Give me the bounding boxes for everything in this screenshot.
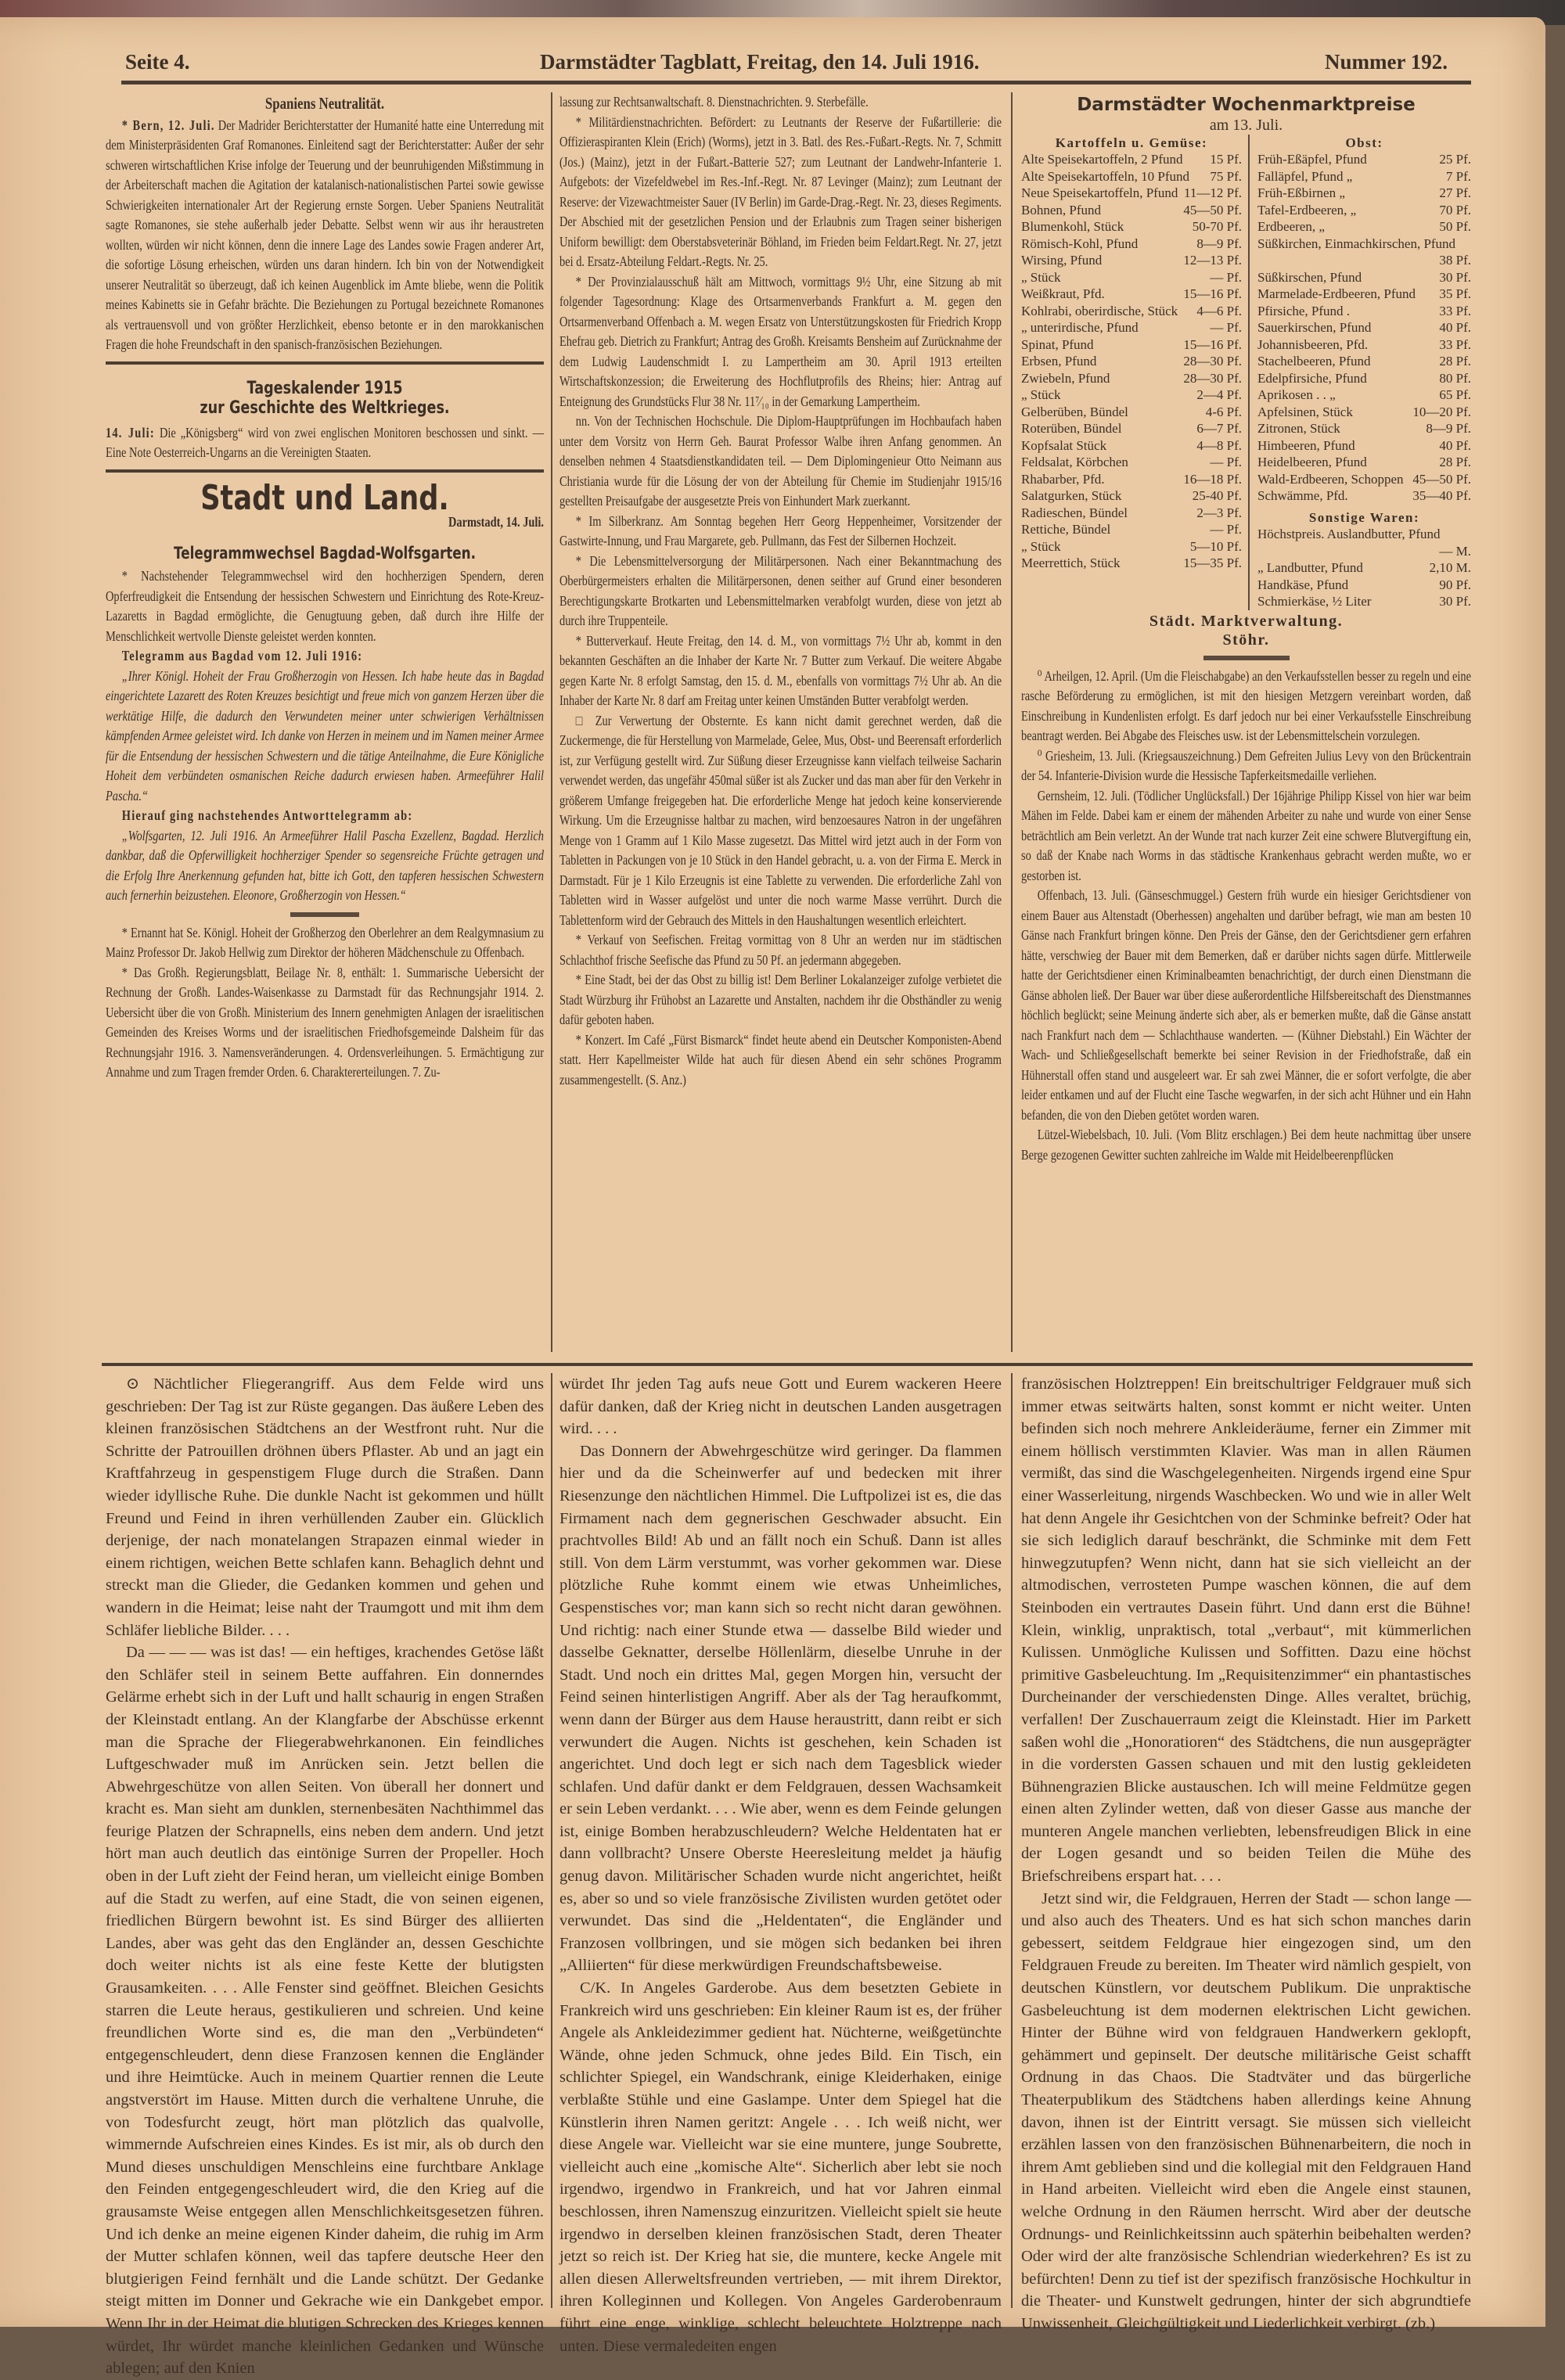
section-title: Stadt und Land. <box>200 477 449 518</box>
item-name: Falläpfel, Pfund „ <box>1257 168 1353 184</box>
article-body: „Ihrer Königl. Hoheit der Frau Großherzogin von Hessen. Ich habe heute das in Bagdad eingerichtete Lazarett des Roten Kreuzes besichtigt und freue mich von ganzem Herzen über die werktätige Hilfe, die dadurch den Verwundeten meiner unter schwierigen Verhältnissen kämpfenden Armee geleistet wird. Ich danke von Herzen in meinem und im Namen meiner Armee für die Entsendung der hessischen Schwestern und die tätige Anteilnahme, die Eure Königliche Hoheit dem verbündeten osmanischen Reiche dadurch erwiesen haben. Armeeführer Halil Pascha.“ <box>106 667 545 804</box>
column-text <box>559 92 1002 1090</box>
price-row <box>1021 353 1242 370</box>
item-name: Höchstpreis. Auslandbutter, Pfund <box>1257 527 1441 541</box>
article-body: ⁰ Arheilgen, 12. April. (Um die Fleischabgabe) an den Verkaufsstellen besser zu regeln und eine rasche Beförderung zu ermöglichen, ist mit den hiesigen Metzgern vereinbart worden, daß Einschreibung in Kundenlisten erfolgt. Es darf jedoch nur bei einer Verkaufsstelle Einschreibung beantragt werden. Bei Abgabe des Fleisches usw. ist der Lebensmittelschein vorzulegen. <box>1021 667 1471 743</box>
price-row <box>1021 286 1242 303</box>
item-name: Erbsen, Pfund <box>1021 354 1097 369</box>
article-body: * Nachstehender Telegrammwechsel wird den hochherzigen Spendern, deren Opferfreudigkeit die Entsendung der hessischen Schwestern und Einrichtung des Rote-Kreuz-Lazaretts in Bagdad ermöglichte, die Genugtuung geben, daß durch ihre Hilfe der Menschlichkeit wertvolle Dienste geleistet werden konnten. <box>106 568 545 644</box>
article-body: * Die Lebensmittelversorgung der Militärpersonen. Nach einer Bekanntmachung des Oberbürgermeisters erhalten die Militärpersonen, denen seither auf Grund einer besonderen Berechtigungskarte Brotkarten und Lebensmittelmarken verabfolgt wurden, diese von jetzt ab durch ihre Truppenteile. <box>559 552 1002 628</box>
item-name: Schmierkäse, ½ Liter <box>1257 594 1372 609</box>
item-name: Salatgurken, Stück <box>1021 488 1122 503</box>
article-heading: Telegrammwechsel Bagdad-Wolfsgarten. <box>174 543 476 563</box>
item-name: Alte Speisekartoffeln, 10 Pfund <box>1021 168 1189 184</box>
item-price: — Pf. <box>1210 455 1242 469</box>
masthead-date: Darmstädter Tagblatt, Freitag, den 14. Juli 1916. <box>540 50 980 74</box>
item-name: Rettiche, Bündel <box>1021 522 1111 537</box>
price-row <box>1257 593 1471 610</box>
lower-column-2 <box>559 1373 1002 2355</box>
market-signature: Städt. Marktverwaltung. <box>1149 612 1344 630</box>
item-name: Kohlrabi, oberirdische, Stück <box>1021 303 1178 318</box>
price-row <box>1257 526 1471 559</box>
article-body: Hierauf ging nachstehendes Antworttelegramm ab: <box>121 807 413 823</box>
item-name: Rhabarber, Pfd. <box>1021 471 1105 487</box>
header-rule <box>121 81 1471 84</box>
item-price: 70 Pf. <box>1439 202 1471 218</box>
item-price: 65 Pf. <box>1439 387 1471 402</box>
market-price-table <box>1021 135 1471 610</box>
price-row <box>1021 437 1242 455</box>
item-price: 80 Pf. <box>1439 370 1471 386</box>
item-price: 30 Pf. <box>1439 594 1471 609</box>
item-price: 16—18 Pf. <box>1183 471 1242 487</box>
item-name: Handkäse, Pfund <box>1257 577 1349 592</box>
article-body: würdet Ihr jeden Tag aufs neue Gott und Eurem wackeren Heere dafür danken, daß der Krieg nicht in deutschen Landen ausgetragen wird. . . . <box>559 1375 1002 1438</box>
item-price: 40 Pf. <box>1439 437 1471 453</box>
section-rule <box>102 1363 1473 1366</box>
price-row <box>1257 370 1471 387</box>
item-price: 45—50 Pf. <box>1183 202 1242 218</box>
divider <box>106 361 544 365</box>
item-name: Zwiebeln, Pfund <box>1021 370 1110 386</box>
item-name: Kopfsalat Stück <box>1021 437 1107 453</box>
item-name: Wald-Erdbeeren, Schoppen <box>1257 471 1404 487</box>
item-name: Pfirsiche, Pfund . <box>1257 303 1351 318</box>
price-row <box>1257 202 1471 219</box>
divider <box>290 912 359 917</box>
market-date: am 13. Juli. <box>1209 116 1283 134</box>
article-body: * Bern, 12. Juli. Der Madrider Berichterstatter der Humanité hatte eine Unterredung mit dem Ministerpräsidenten Graf Romanones. Einleitend sagt der Berichterstatter: Außer der sehr schweren wirtschaftlichen Krise infolge der Teuerung und der beunruhigenden Mißstimmung in der Arbeiterschaft machen die Agitation der katalanisch-nationalistischen Partei sowie gewisse Schwierigkeiten internationaler Art der Regierung ernste Sorgen. Ueber Spaniens Neutralität sagte Romanones, sie stehe außerhalb jeder Debatte. Selbst wenn wir aus ihr heraustreten wollten, würden wir nicht können, denn die innere Lage des Landes sowie Fragen anderer Art, die sofortige Lösung erheischen, würden uns daran hindern. Ich bin von der Notwendigkeit unserer Neutralität so überzeugt, daß ich keinen Augenblick im Amte bliebe, wenn die Politik meines Kabinetts sie in Gefahr brächte. Die Beziehungen zu Portugal bezeichnete Romanones als vertrauensvoll und von größter Herzlichkeit, ebenso betonte er in den marokkanischen Fragen die hohe Freundschaft in den spanisch-französischen Beziehungen. <box>106 117 545 352</box>
price-row <box>1257 437 1471 455</box>
item-price: 35 Pf. <box>1439 286 1471 301</box>
price-row <box>1257 286 1471 303</box>
item-name: Sauerkirschen, Pfund <box>1257 320 1372 335</box>
item-price: 12—13 Pf. <box>1183 253 1242 268</box>
item-name: Blumenkohl, Stück <box>1021 219 1124 234</box>
item-price: 2,10 M. <box>1429 560 1471 575</box>
item-price: 30 Pf. <box>1439 269 1471 285</box>
item-price: 5—10 Pf. <box>1189 538 1242 554</box>
article-body: * Verkauf von Seefischen. Freitag vormittag von 8 Uhr an werden nur im städtischen Schlachthof frische Seefische das Pfund zu 50 Pf. an jedermann abgegeben. <box>559 932 1002 968</box>
price-row <box>1021 269 1242 286</box>
item-price: 35—40 Pf. <box>1412 488 1471 503</box>
item-price: 28—30 Pf. <box>1183 354 1242 369</box>
price-row <box>1021 420 1242 437</box>
price-row <box>1021 218 1242 235</box>
price-row <box>1257 404 1471 421</box>
item-name: Marmelade-Erdbeeren, Pfund <box>1257 286 1416 301</box>
item-price: 10—20 Pf. <box>1412 404 1471 419</box>
item-name: Feldsalat, Körbchen <box>1021 455 1128 469</box>
item-price: 25 Pf. <box>1439 152 1471 167</box>
price-row <box>1257 235 1471 269</box>
lower-column-3 <box>1021 1373 1471 2332</box>
article-body: Gernsheim, 12. Juli. (Tödlicher Unglücksfall.) Der 16jährige Philipp Kissel von hier war beim Mähen im Felde. Dabei kam er einem der mähenden Arbeiter zu nahe und wurde von einer Sense beträchtlich am Bein verletzt. An der Wunde trat nach kurzer Zeit eine schwere Blutvergiftung ein, so daß der Knabe nach Worms in das städtische Krankenhaus gebracht werden mußte, wo er gestorben ist. <box>1021 787 1471 883</box>
vegetable-heading: Kartoffeln u. Gemüse: <box>1055 135 1208 150</box>
item-name: Früh-Eßbirnen „ <box>1257 185 1345 200</box>
item-price: 2—4 Pf. <box>1196 387 1242 402</box>
price-row <box>1257 559 1471 577</box>
article-body: * Butterverkauf. Heute Freitag, den 14. d. M., von vormittags 7½ Uhr ab, kommt in den bekannten Geschäften an die Inhaber der Karte Nr. 7 Butter zum Verkauf. Die weitere Abgabe gegen Karte Nr. 8 erfolgt Samstag, den 15. d. M., ebenfalls von vormittags 7½ Uhr ab. An die Inhaber der Karte Nr. 8 darf am Freitag unter keinen Umständen Butter verabfolgt werden. <box>559 632 1002 708</box>
item-price: 4—8 Pf. <box>1196 437 1242 453</box>
article-body: nn. Von der Technischen Hochschule. Die Diplom-Hauptprüfungen im Hochbaufach haben unter dem Vorsitz von Herrn Geh. Baurat Professor Walbe ihren Anfang genommen. An denselben nehmen 4 Staatsdienstkandidaten teil. — Dem Diplomingenieur Otto Neimann aus Christiania wurde für die Lösung der von der Abteilung für Chemie im Studienjahr 1915/16 gestellten Preisaufgabe der ausgesetzte Preis von Einhundert Mark zuerkannt. <box>559 413 1002 509</box>
article-body: Jetzt sind wir, die Feldgrauen, Herren der Stadt — schon lange — und also auch des Theaters. Und es hat sich schon manches darin gebessert, seitdem Feldgraue hier eingezogen sind, um den Feldgrauen Freude zu bereiten. Im Theater wird nämlich gespielt, von deutschen Künstlern, vor deutschem Publikum. Die unpraktische Gasbeleuchtung ist dem modernen elektrischen Licht gewichen. Hinter der Bühne wird von feldgrauen Handwerkern geklopft, gehämmert und gepinselt. Der deutsche militärische Geist schafft Ordnung in das Chaos. Die Stadtväter und das bürgerliche Theaterpublikum des Städtchens haben allerdings keine Ahnung davon, ihnen ist der Eintritt versagt. Sie müssen sich vielleicht erzählen lassen von den französischen Bühnenarbeitern, die noch in ihrem Amt geblieben sind und die kollegial mit den Feldgrauen Hand in Hand arbeiten. Vielleicht wird eben die Angele einst staunen, welche Ordnung in den Räumen herrscht. Wird aber der deutsche Ordnungs- und Reinlichkeitssinn auch späterhin beibehalten werden? Oder wird der alte französische Schlendrian wiederkehren? Es ist zu befürchten! Denn zu tief ist der spezifisch französische Hochkultur in die Theater- und Kunstwelt gedrungen, hinter der sich abgrundtiefe Unwissenheit, Gleichgültigkeit und Liederlichkeit verbirgt. (zb.) <box>1021 1889 1471 2332</box>
price-row <box>1021 505 1242 522</box>
item-name: Erdbeeren, „ <box>1257 219 1325 234</box>
price-row <box>1021 386 1242 404</box>
price-row <box>1257 151 1471 168</box>
price-row <box>1257 353 1471 370</box>
item-price: 90 Pf. <box>1439 577 1471 592</box>
item-price: 8—9 Pf. <box>1426 421 1471 436</box>
price-row <box>1021 151 1242 168</box>
item-name: Radieschen, Bündel <box>1021 505 1128 520</box>
article-body: Da — — — was ist das! — ein heftiges, krachendes Getöse läßt den Schläfer steil in seinem Bette auffahren. Ein donnerndes Gelärme erhebt sich in der Luft und hallt schaurig in engen Straßen der Kleinstadt entlang. An der Klangfarbe der Abschüsse erkennt man die Sprache der Fliegerabwehrkanonen. Ein feindliches Luftgeschwader muß im Anrücken sein. Jetzt bellen die Abwehrgeschütze von allen Seiten. Von überall her donnert und kracht es. Man sieht am dunklen, sternenbesäten Nachthimmel das feurige Platzen der Schrapnells, eins neben dem andern. Und jetzt hört man auch deutlich das eintönige Surren der Propeller. Hoch oben in der Luft zieht der Feind heran, um vielleicht einige Bomben auf die Stadt zu werfen, auf eine Stadt, die von seinen eigenen, friedlichen Bürgern bewohnt ist. Es sind Bürger des alliierten Landes, aber was geht das den Engländer an, dessen Geschichte doch weiter nichts ist als eine feste Kette der blutigsten Grausamkeiten. . . . Alle Fenster sind geöffnet. Bleichen Gesichts starren die Leute heraus, gestikulieren und schreien. Und keine freundlichen Worte sind es, die man den „Verbündeten“ entgegenschleudert, denn diese Franzosen kennen die Engländer und ihre Heimtücke. Auch in meinem Quartier rennen die Leute angstverstört im Hause. Mitten durch die verhaltene Unruhe, die von Todesfurcht zeugt, hört man plötzlich das qualvolle, wimmernde Aufschreien eines Kindes. Es ist mir, als ob durch den Mund dieses unschuldigen Menschleins eine furchtbare Anklage den Feinden entgegengeschleudert wird, die den Krieg auf die grausamste Weise entgegen allen Menschlichkeitsgesetzen führen. Und ich denke an meine eigenen Kinder daheim, die ruhig im Arm der Mutter schlafen können, weil das tapfere deutsche Heer den blutgierigen Feind fernhält und die Lande schützt. Der Gedanke steigt mitten im Donner und Gekrache wie ein Dankgebet empor. Wenn Ihr in der Heimat die blutigen Schrecken des Krieges kennen würdet, Ihr würdet manche kleinlichen Gedanken und Wünsche ablegen; auf den Knien <box>106 1644 544 2378</box>
price-row <box>1021 168 1242 185</box>
price-row <box>1257 269 1471 286</box>
item-name: Tafel-Erdbeeren, „ <box>1257 202 1357 218</box>
price-row <box>1257 454 1471 471</box>
price-row <box>1257 185 1471 202</box>
article-body: * Im Silberkranz. Am Sonntag begehen Herr Georg Heppenheimer, Vorsitzender der Gastwirte-Innung, und Frau Margarete, geb. Pullmann, das Fest der Silbernen Hochzeit. <box>559 512 1002 548</box>
item-name: Stachelbeeren, Pfund <box>1257 354 1371 369</box>
other-goods-heading: Sonstige Waren: <box>1308 509 1420 525</box>
item-name: Heidelbeeren, Pfund <box>1257 455 1367 469</box>
item-price: 15—16 Pf. <box>1183 336 1242 352</box>
item-name: Süßkirchen, Einmachkirschen, Pfund <box>1257 235 1456 251</box>
vegetable-prices <box>1021 135 1250 610</box>
item-price: 40 Pf. <box>1439 320 1471 335</box>
article-body: Telegramm aus Bagdad vom 12. Juli 1916: <box>121 648 363 663</box>
column-divider <box>551 1373 552 2308</box>
item-price: 75 Pf. <box>1210 168 1242 184</box>
item-name: Süßkirschen, Pfund <box>1257 269 1362 285</box>
article-body: lassung zur Rechtsanwaltschaft. 8. Dienstnachrichten. 9. Sterbefälle. <box>559 94 869 110</box>
item-name: Zitronen, Stück <box>1257 421 1340 436</box>
price-row <box>1021 538 1242 555</box>
upper-column-1 <box>106 92 544 1356</box>
item-price: 50-70 Pf. <box>1192 219 1242 234</box>
lower-column-1 <box>106 1373 544 2378</box>
item-price: — M. <box>1439 543 1471 559</box>
column-text <box>1021 667 1471 1166</box>
item-name: Neue Speisekartoffeln, Pfund <box>1021 185 1178 200</box>
price-row <box>1257 218 1471 235</box>
item-price: 28 Pf. <box>1439 354 1471 369</box>
price-row <box>1021 235 1242 253</box>
item-name: Alte Speisekartoffeln, 2 Pfund <box>1021 152 1183 167</box>
fruit-heading: Obst: <box>1345 135 1383 150</box>
market-title: Darmstädter Wochenmarktpreise <box>1077 95 1416 115</box>
dateline: Darmstadt, 14. Juli. <box>448 514 544 530</box>
item-price: 8—9 Pf. <box>1196 235 1242 251</box>
price-row <box>1257 487 1471 505</box>
item-name: „ Stück <box>1021 387 1061 402</box>
item-name: „ Stück <box>1021 269 1061 285</box>
article-body: * Das Großh. Regierungsblatt, Beilage Nr. 8, enthält: 1. Summarische Uebersicht der Rechnung der Großh. Landes-Waisenkasse zu Darmstadt für das Rechnungsjahr 1914. 2. Uebersicht über die von Großh. Ministerium des Innern genehmigten Anlagen der israelitischen Gemeinden des Kreises Worms und der israelitischen Friedhofsgemeinde Dalsheim für das Rechnungsjahr 1916. 3. Namensveränderungen. 4. Ordensverleihungen. 5. Ermächtigung zur Annahme und zum Tragen fremder Orden. 6. Charaktererteilungen. 7. Zu- <box>106 964 545 1080</box>
price-row <box>1257 303 1471 320</box>
item-price: 28—30 Pf. <box>1183 370 1242 386</box>
price-row <box>1021 202 1242 219</box>
price-row <box>1257 386 1471 404</box>
item-name: Gelberüben, Bündel <box>1021 404 1128 419</box>
article-body: französischen Holztreppen! Ein breitschultriger Feldgrauer muß sich immer etwas seitwärts halten, sonst kommt er nicht weiter. Unten befinden sich noch mehrere Ankleideräume, ferner ein Zimmer mit einem höllisch verstimmten Klavier. Was man in allen Räumen vermißt, das sind die Waschgelegenheiten. Nirgends irgend eine Spur einer Wasserleitung, nirgends Waschbecken. Wo und wie in aller Welt hat denn Angele ihr Gesichtchen von der Schminke befreit? Oder hat sie sich lediglich darauf beschränkt, die Schminke mit dem Fett hinwegzutupfen? Wenn nicht, dann hat sie sich vielleicht an der altmodischen, verrosteten Pumpe waschen können, die auf dem Steinboden ein vertrautes Dasein führt. Und dann erst die Bühne! Klein, winklig, unpraktisch, total „verbaut“, mit kümmerlichen Kulissen. Unmögliche Kulissen und Soffitten. Dazu eine höchst primitive Gasbeleuchtung. Im „Requisitenzimmer“ ein phantastisches Durcheinander der verschiedensten Dinge. Alles veraltet, brüchig, verfallen! Der Zuschauerraum zeigt die Kleinstadt. Hier im Parkett saßen wohl die „Honoratioren“ des Städtchens, die nun ausgeprägter in die vordersten Gassen schauen und mit den lustig gekleideten Bühnengrazien Blicke austauschen. Ich will meine Feldmütze gegen einen alten Zylinder wetten, daß von dieser Gasse aus manche der munteren Angele manchen verliebten, lebensfreudigen Blick in eine der Logen gesandt und so beiden Teilen die Mühe des Briefschreibens erspart hat. . . . <box>1021 1375 1471 1886</box>
article-body: Lützel-Wiebelsbach, 10. Juli. (Vom Blitz erschlagen.) Bei dem heute nachmittag über unsere Berge gezogenen Gewitter suchten zahlreiche im Walde mit Heidelbeerenpflücken <box>1021 1127 1471 1163</box>
divider <box>106 469 544 473</box>
item-price: 28 Pf. <box>1439 455 1471 469</box>
item-price: 50 Pf. <box>1439 219 1471 234</box>
price-row <box>1021 521 1242 538</box>
upper-column-3 <box>1021 92 1471 1356</box>
article-body: * Militärdienstnachrichten. Befördert: zu Leutnants der Reserve der Fußartillerie: die Offizieraspiranten Klein (Erich) (Worms), jetzt in 3. Batl. des Res.-Fußart.-Regts. Nr. 7, Schmitt (Jos.) (Mainz), jetzt in der Fußart.-Batterie 527; zum Leutnant der Landwehr-Infanterie 1. Aufgebots: der Vizefeldwebel im Res.-Inf.-Regt. Nr. 87 Levinger (Mainz); zum Leutnant der Reserve: der Vizewachtmeister Sauer (IV Berlin) im Garde-Drag.-Regt. Nr. 23, dieses Regiments. Der Abschied mit der gesetzlichen Pension und der Erlaubnis zum Tragen seiner bisherigen Uniform bewilligt: dem Oberstabsveterinär Böhland, im Frieden beim Feldart.Regt. Nr. 27, jetzt bei d. Ersatz-Abteilung Feldart.-Regts. Nr. 25. <box>559 113 1002 269</box>
price-row <box>1257 319 1471 336</box>
item-price: 45—50 Pf. <box>1412 471 1471 487</box>
item-price: 2—3 Pf. <box>1196 505 1242 520</box>
item-name: Roterüben, Bündel <box>1021 421 1122 436</box>
price-row <box>1257 471 1471 488</box>
article-body: Das Donnern der Abwehrgeschütze wird geringer. Da flammen hier und da die Scheinwerfer auf und bedecken mit ihrer Riesenzunge den nächtlichen Himmel. Die Luftpolizei ist es, die das Firmament nach dem gegnerischen Geschwader absucht. Ein prachtvolles Bild! Ab und an fällt noch ein Schuß. Dann ist alles still. Von dem Lärm verstummt, was vorher gekommen war. Diese plötzliche Ruhe kommt einem wie etwas Unheimliches, Gespenstisches vor; man kann sich so recht nicht daran gewöhnen. Und richtig: nach einer Stunde etwa — dasselbe Bild wieder und dasselbe Geknatter, derselbe Höllenlärm, dieselbe Unruhe in der Stadt. Und noch ein drittes Mal, gegen Morgen hin, versucht der Feind seinen hinterlistigen Angriff. Aber als der Tag heraufkommt, wenn dann der Bürger aus dem Hause heraustritt, dann reibt er sich verwundert die Augen. Nichts ist geschehen, kein Schaden ist angerichtet. Und doch legt er sich nach dem Tagesblick wieder schlafen. Und dafür dankt er dem Feldgrauen, dessen Wachsamkeit er sein Leben verdankt. . . . Wie aber, wenn es dem Feinde gelungen ist, einige Bomben herabzuschleudern? Welche Heldentaten hat er dann vollbracht? Unsere Oberste Heeresleitung meldet ja häufig genug davon. Militärischer Schaden wurde nicht angerichtet, heißt es, aber so und so viele französische Zivilisten wurden getötet oder verwundet. Das sind die „Heldentaten“, die Engländer und Franzosen vollbringen, und sie mögen sich bedanken bei ihren „Alliierten“ für diese merkwürdigen Freundschaftsbeweise. <box>559 1442 1002 1975</box>
item-name: „ Stück <box>1021 538 1061 554</box>
price-row <box>1021 252 1242 269</box>
column-divider <box>551 92 552 1352</box>
item-name: Meerrettich, Stück <box>1021 555 1121 570</box>
item-name: Apfelsinen, Stück <box>1257 404 1353 419</box>
price-row <box>1021 555 1242 572</box>
item-price: 15 Pf. <box>1210 152 1242 167</box>
price-row <box>1257 577 1471 594</box>
article-body: * Ernannt hat Se. Königl. Hoheit der Großherzog den Oberlehrer an dem Realgymnasium zu Mainz Professor Dr. Jakob Hellwig zum Direktor der höheren Mädchenschule zu Offenbach. <box>106 924 545 960</box>
price-row <box>1257 420 1471 437</box>
column-divider <box>1011 92 1013 1352</box>
article-body: ⁰ Griesheim, 13. Juli. (Kriegsauszeichnung.) Dem Gefreiten Julius Levy von den Brückentrain der 54. Infanterie-Division wurde die Hessische Tapferkeitsmedaille verliehen. <box>1021 747 1471 783</box>
page-header <box>125 50 1448 77</box>
item-name: Früh-Eßäpfel, Pfund <box>1257 152 1367 167</box>
upper-column-2 <box>559 92 1002 1356</box>
issue-number: Nummer 192. <box>1325 50 1448 74</box>
article-body: Offenbach, 13. Juli. (Gänseschmuggel.) Gestern früh wurde ein hiesiger Gerichtsdiener von einem Bauer aus Altenstadt (Oberhessen) angehalten und darüber befragt, wie man am besten 10 Gänse nach Frankfurt bringen könne. Den Preis der Gänse, den der Gerichtsdiener gern erfahren hätte, verschwieg der Bauer mit dem Bemerken, daß er darüber nichts sagen dürfe. Mittlerweile hatte der Gerichtsdiener einen Kriminalbeamten benachrichtigt, der durch einen Dienstmann die Gänse abholen ließ. Der Bauer war über diese außerordentliche Hilfsbereitschaft des Dienstmannes höchlich beglückt; seine Meinung änderte sich aber, als er bemerken mußte, daß die Gänse anstatt nach Frankfurt nach dem — Schlachthause wanderten. — (Kühner Diebstahl.) Ein Wächter der Wach- und Schließgesellschaft bemerkte bei seiner Revision in der Friedhofstraße, daß ein Hühnerstall offen stand und ausgeleert war. Er sah zwei Männer, die er sofort verfolgte, die aber leider entkamen und auf der Flucht eine Tasche wegwarfen, in der sich acht Hühner und ein Hahn befanden, die von den Dieben getötet worden waren. <box>1021 887 1471 1123</box>
column-text <box>106 94 544 1083</box>
article-body: ⊙ Nächtlicher Fliegerangriff. Aus dem Felde wird uns geschrieben: Der Tag ist zur Rüste gegangen. Das äußere Leben des kleinen französischen Städtchens an der Westfront ruht. Nur die Schritte der Patrouillen dröhnen übers Pflaster. Ab und an jagt ein Kraftfahrzeug in gespenstigem Fluge durch die Straßen. Dann wieder idyllische Ruhe. Die dunkle Nacht ist gekommen und hüllt Freund und Feind in ihren verhüllenden Zauber ein. Glücklich derjenige, der nach monatelangen Strapazen einmal wieder in einem richtigen, weichen Bette schlafen kann. Behaglich dehnt und streckt man die Glieder, die Gedanken kommen und gehen und wandern in die Heimat; leise naht der Traumgott und mit ihm dem Schläfer liebliche Bilder. . . . <box>106 1375 544 1639</box>
item-name: Spinat, Pfund <box>1021 336 1094 352</box>
item-name: „ Landbutter, Pfund <box>1257 560 1363 575</box>
price-row <box>1021 185 1242 202</box>
price-row <box>1257 168 1471 185</box>
price-row <box>1021 487 1242 505</box>
article-heading: Spaniens Neutralität. <box>264 94 385 113</box>
calendar-title: Tageskalender 1915 zur Geschichte des Weltkrieges. <box>200 378 450 418</box>
price-row <box>1021 454 1242 471</box>
item-price: 27 Pf. <box>1439 185 1471 200</box>
price-row <box>1021 319 1242 336</box>
divider <box>1203 656 1290 660</box>
article-body: □ Zur Verwertung der Obsternte. Es kann nicht damit gerechnet werden, daß die Zuckermenge, die für Herstellung von Marmelade, Gelee, Mus, Obst- und Beerensaft erforderlich ist, zur Verfügung gestellt wird. Zur Süßung dieser Erzeugnisse kann vielfach teilweise Sacharin verwendet werden, das ungefähr 450mal süßer ist als Zucker und das man aber für den Verkehr in größerem Umfange freigegeben hat. Die erforderliche Menge hat jedoch keine konservierende Wirkung. Um die Erzeugnisse haltbar zu machen, wird benzoesaures Natron in der ungefähren Menge von 1 Gramm auf 1 Kilo Masse zugesetzt. Das Mittel wird jetzt auch in der Form von Tabletten in Packungen von je 10 Stück in den Handel gebracht, u. a. von der Firma E. Merck in Darmstadt. Für je 1 Kilo Erzeugnis ist eine Tablette zu verwenden. Die erforderliche Zahl von Tabletten wird in Wasser aufgelöst und unter die noch warme Masse verrührt. Durch die Tablettenform wird der Gebrauch des Mittels in den Haushaltungen wesentlich erleichtert. <box>559 712 1002 928</box>
item-name: Römisch-Kohl, Pfund <box>1021 235 1139 251</box>
article-body: „Wolfsgarten, 12. Juli 1916. An Armeeführer Halil Pascha Exzellenz, Bagdad. Herzlich dankbar, daß die Opferwilligkeit hochherziger Spender so segensreiche Früchte getragen und die Erfolg Ihre Anerkennung gefunden hat, bitte ich Gott, den tapferen hessischen Schwestern auch fernerhin beizustehen. Eleonore, Großherzogin von Hessen.“ <box>106 827 545 903</box>
item-price: 25-40 Pf. <box>1192 488 1242 503</box>
article-body: * Eine Stadt, bei der das Obst zu billig ist! Dem Berliner Lokalanzeiger zufolge verbietet die Stadt Würzburg ihr Frühobst an Lazarette und Anstalten, nachdem ihr die Obsthändler zu wenig dafür geboten haben. <box>559 972 1002 1027</box>
price-row <box>1021 303 1242 320</box>
calendar-entry: 14. Juli: Die „Königsberg“ wird von zwei englischen Monitoren beschossen und sinkt. — Eine Note Oesterreich-Ungarns an die Vereinigten Staaten. <box>106 424 544 460</box>
item-name: Weißkraut, Pfd. <box>1021 286 1105 301</box>
item-price: 6—7 Pf. <box>1196 421 1242 436</box>
item-name: Wirsing, Pfund <box>1021 253 1103 268</box>
page-number: Seite 4. <box>125 50 190 74</box>
item-name: „ unterirdische, Pfund <box>1021 320 1139 335</box>
price-row <box>1021 336 1242 354</box>
item-price: 11—12 Pf. <box>1184 185 1242 200</box>
price-row <box>1021 404 1242 421</box>
item-price: 33 Pf. <box>1439 336 1471 352</box>
fruit-prices <box>1250 135 1471 610</box>
item-name: Johannisbeeren, Pfd. <box>1257 336 1369 352</box>
item-price: — Pf. <box>1210 522 1242 537</box>
item-name: Bohnen, Pfund <box>1021 202 1101 218</box>
item-price: — Pf. <box>1210 320 1242 335</box>
market-signature-name: Stöhr. <box>1222 631 1270 649</box>
item-price: 38 Pf. <box>1439 253 1471 268</box>
column-divider <box>1011 1373 1013 2308</box>
item-price: 33 Pf. <box>1439 303 1471 318</box>
item-name: Himbeeren, Pfund <box>1257 437 1355 453</box>
article-body: * Konzert. Im Café „Fürst Bismarck“ findet heute abend ein Deutscher Komponisten-Abend statt. Herr Kapellmeister Wilde hat auch für diesen Abend ein sehr schönes Programm zusammengestellt. (S. Anz.) <box>559 1031 1002 1088</box>
item-name: Schwämme, Pfd. <box>1257 488 1348 503</box>
item-price: 4-6 Pf. <box>1205 404 1242 419</box>
item-price: 7 Pf. <box>1445 168 1471 184</box>
item-price: 4—6 Pf. <box>1196 303 1242 318</box>
item-price: 15—35 Pf. <box>1183 555 1242 570</box>
item-name: Aprikosen . . „ <box>1257 387 1336 402</box>
price-row <box>1257 336 1471 354</box>
price-row <box>1021 370 1242 387</box>
item-name: Edelpfirsiche, Pfund <box>1257 370 1367 386</box>
item-price: 15—16 Pf. <box>1183 286 1242 301</box>
article-body: C/K. In Angeles Garderobe. Aus dem besetzten Gebiete in Frankreich wird uns geschrieben: Ein kleiner Raum ist es, der früher Angele als Ankleidezimmer gedient hat. Nüchterne, weißgetünchte Wände, ohne jeden Schmuck, ohne jedes Bild. Ein Tisch, ein schlichter Spiegel, ein Wandschrank, einige Kleiderhaken, einige verblaßte Stühle und eine Gaslampe. Unter dem Spiegel hat die Künstlerin ihren Namen geritzt: Angele . . . Ich weiß nicht, wer diese Angele war. Vielleicht war sie eine muntere, junge Soubrette, vielleicht auch eine „komische Alte“. Sicherlich aber lebt sie noch irgendwo, irgendwo in Frankreich, und hat vor Jahren einmal beschlossen, ihren Namenszug einzuritzen. Vielleicht spielt sie heute irgendwo in derselben kleinen französischen Stadt, deren Theater jetzt so reich ist. Der Krieg hat sie, die muntere, kecke Angele mit allen diesen Allerweltsfreunden vertrieben, — mit ihrem Direktor, ihren Kolleginnen und Kollegen. Von Angeles Garderobenraum führt eine enge, winklige, schlecht beleuchtete Holztreppe nach unten. Diese vermaledeiten engen <box>559 1979 1002 2355</box>
item-price: — Pf. <box>1210 269 1242 285</box>
article-body: * Der Provinzialausschuß hält am Mittwoch, vormittags 9½ Uhr, eine Sitzung ab mit folgender Tagesordnung: Klage des Ortsarmenverbands Frankfurt a. M. gegen den Ortsarmenverband Offenbach a. M. wegen Ersatz von Unterstützungskosten für Friedrich Kropp Ehefrau geb. Dietrich zu Frankfurt; Antrag des Großh. Kreisamts Bensheim auf Zurücknahme der dem Ludwig Laudenschmidt I. zu Lampertheim am 30. April 1913 erteilten Wirtschaftskonzession; die Erweiterung des Hochflutprofils des Rheins; hier: Antrag auf Enteignung des Grundstücks Flur 38 Nr. 11⁷⁄₁₀ in der Gemarkung Lampertheim. <box>559 273 1002 409</box>
price-row <box>1021 471 1242 488</box>
